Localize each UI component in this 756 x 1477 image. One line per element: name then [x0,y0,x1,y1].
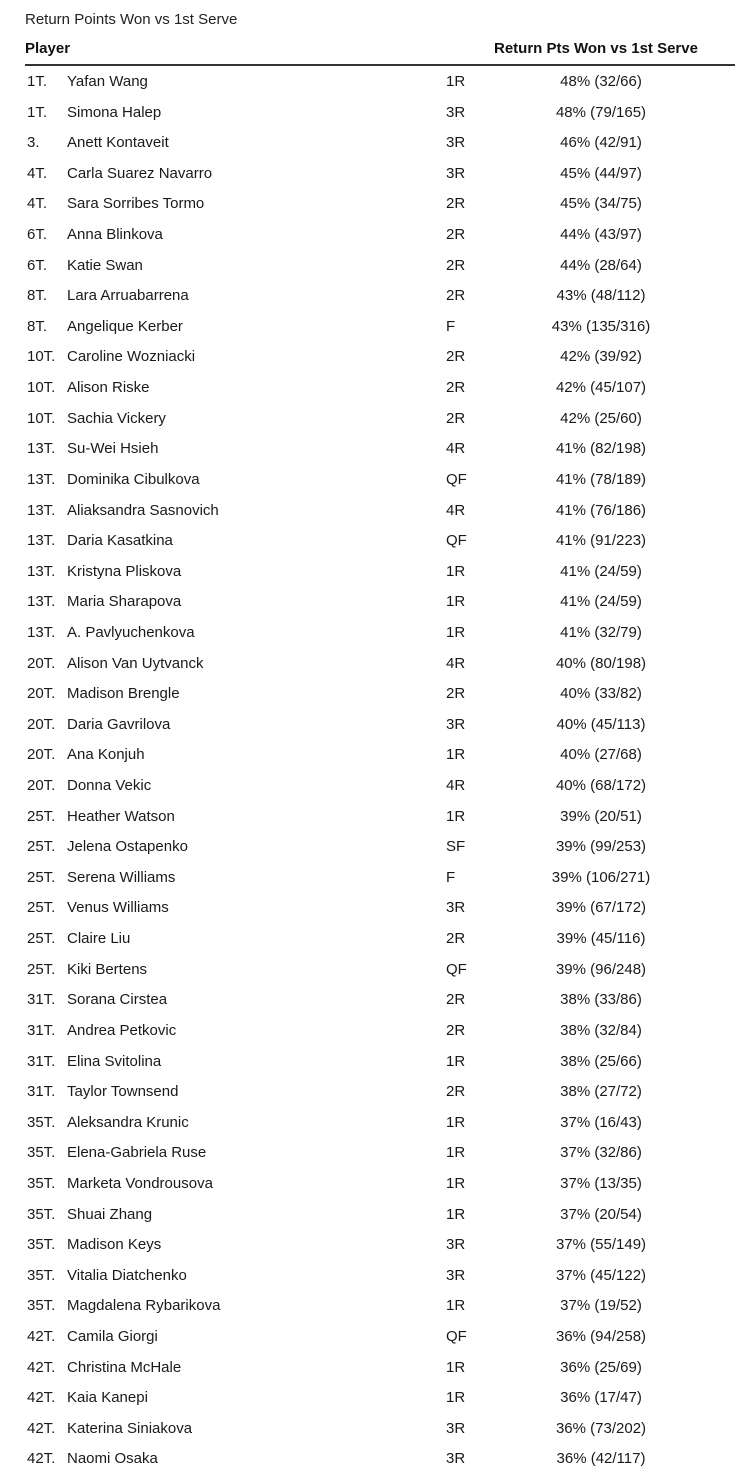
player-rank: 35T. [27,1205,56,1223]
return-pts-value: 39% (45/116) [556,930,646,948]
player-name: Angelique Kerber [67,317,183,335]
table-row [0,159,756,190]
column-header-player: Player [25,40,71,57]
table-row [0,985,756,1016]
player-rank: 10T. [27,409,56,427]
round-reached: 2R [446,256,466,274]
return-pts-value: 44% (28/64) [560,256,642,274]
table-row [0,832,756,863]
return-pts-value: 41% (24/59) [560,562,642,580]
player-rank: 35T. [27,1113,56,1131]
player-name: Maria Sharapova [67,593,182,611]
return-pts-value: 44% (43/97) [560,226,642,244]
round-reached: 2R [446,685,466,703]
table-row [0,404,756,435]
return-pts-value: 40% (68/172) [555,777,647,795]
return-pts-value: 46% (42/91) [560,134,642,152]
player-name: Jelena Ostapenko [67,838,188,856]
player-name: Sachia Vickery [67,409,166,427]
round-reached: 3R [446,1236,466,1254]
round-reached: 2R [446,379,466,397]
player-name: Andrea Petkovic [67,1021,177,1039]
player-name: Su-Wei Hsieh [67,440,159,458]
table-row [0,67,756,98]
round-reached: 2R [446,991,466,1009]
table-row [0,1353,756,1384]
return-pts-value: 37% (45/122) [555,1266,647,1284]
return-pts-value: 36% (42/117) [556,1450,646,1468]
player-rank: 1T. [27,103,48,121]
player-name: Daria Kasatkina [67,532,173,550]
column-header-return-pts: Return Pts Won vs 1st Serve [494,40,698,57]
player-rank: 6T. [27,226,48,244]
round-reached: 1R [446,73,466,90]
player-name: Ana Konjuh [67,746,145,764]
player-name: Anett Kontaveit [67,134,169,152]
player-name: Donna Vekic [67,777,152,795]
table-row [0,434,756,465]
return-pts-value: 36% (25/69) [560,1358,642,1376]
player-name: Marketa Vondrousova [67,1174,213,1192]
return-pts-value: 39% (20/51) [560,807,642,825]
return-pts-value: 41% (91/223) [555,532,647,550]
player-name: Christina McHale [67,1358,182,1376]
player-name: Heather Watson [67,807,175,825]
table-row [0,1169,756,1200]
round-reached: 3R [446,1266,466,1284]
table-row [0,496,756,527]
table-row [0,955,756,986]
return-pts-value: 43% (48/112) [556,287,646,305]
player-rank: 8T. [27,317,48,335]
player-name: Yafan Wang [67,73,148,90]
return-pts-value: 36% (17/47) [560,1389,642,1407]
player-rank: 20T. [27,746,56,764]
player-name: Katerina Siniakova [67,1419,193,1437]
player-rank: 20T. [27,654,56,672]
round-reached: QF [446,1327,467,1345]
player-rank: 31T. [27,991,56,1009]
player-rank: 35T. [27,1266,56,1284]
return-pts-value: 36% (73/202) [555,1419,647,1437]
round-reached: 2R [446,226,466,244]
player-rank: 25T. [27,838,56,856]
table-row [0,1016,756,1047]
return-pts-value: 37% (20/54) [560,1205,642,1223]
player-name: Serena Williams [67,868,176,886]
player-name: Sorana Cirstea [67,991,168,1009]
player-name: Magdalena Rybarikova [67,1297,221,1315]
return-pts-value: 38% (27/72) [560,1083,642,1101]
table-row [0,771,756,802]
player-rank: 42T. [27,1450,56,1468]
player-name: Naomi Osaka [67,1450,158,1468]
player-rank: 8T. [27,287,48,305]
table-row [0,1291,756,1322]
round-reached: F [446,317,456,335]
player-rank: 35T. [27,1297,56,1315]
player-name: Dominika Cibulkova [67,470,200,488]
player-name: Daria Gavrilova [67,715,171,733]
player-rank: 13T. [27,440,56,458]
player-name: Aleksandra Krunic [67,1113,189,1131]
round-reached: 2R [446,348,466,366]
player-rank: 31T. [27,1052,56,1070]
round-reached: 3R [446,134,466,152]
table-row [0,98,756,129]
return-pts-value: 48% (32/66) [560,73,642,90]
return-pts-value: 40% (80/198) [555,654,647,672]
return-pts-value: 37% (13/35) [560,1174,642,1192]
table-row [0,893,756,924]
table-row [0,1322,756,1353]
table-row [0,1261,756,1292]
table-row [0,465,756,496]
round-reached: QF [446,532,467,550]
table-row [0,1414,756,1445]
round-reached: 4R [446,501,466,519]
player-name: Alison Van Uytvanck [67,654,204,672]
player-rank: 13T. [27,562,56,580]
player-name: Carla Suarez Navarro [67,164,213,182]
return-pts-value: 38% (25/66) [560,1052,642,1070]
table-row [0,281,756,312]
round-reached: 4R [446,777,466,795]
round-reached: 3R [446,715,466,733]
table-row [0,557,756,588]
player-rank: 25T. [27,868,56,886]
round-reached: 1R [446,1389,466,1407]
player-name: Kaia Kanepi [67,1389,148,1407]
round-reached: 1R [446,807,466,825]
table-row [0,1047,756,1078]
return-pts-value: 42% (45/107) [555,379,647,397]
return-pts-value: 38% (32/84) [560,1021,642,1039]
player-rank: 20T. [27,685,56,703]
round-reached: 1R [446,593,466,611]
table-row [0,649,756,680]
player-name: Caroline Wozniacki [67,348,196,366]
player-name: Simona Halep [67,103,162,121]
round-reached: 2R [446,287,466,305]
player-name: Camila Giorgi [67,1327,158,1345]
table-row [0,863,756,894]
return-pts-value: 42% (25/60) [560,409,642,427]
round-reached: 3R [446,1450,466,1468]
player-name: Vitalia Diatchenko [67,1266,187,1284]
table-row [0,740,756,771]
round-reached: QF [446,960,467,978]
player-rank: 20T. [27,777,56,795]
round-reached: 1R [446,1297,466,1315]
table-row [0,1200,756,1231]
player-rank: 35T. [27,1236,56,1254]
return-pts-value: 39% (96/248) [555,960,647,978]
player-rank: 20T. [27,715,56,733]
return-pts-value: 39% (67/172) [555,899,647,917]
return-pts-value: 45% (44/97) [560,164,642,182]
round-reached: 1R [446,1144,466,1162]
table-row [0,373,756,404]
table-row [0,128,756,159]
round-reached: QF [446,470,467,488]
table-row [0,1230,756,1261]
player-rank: 13T. [27,593,56,611]
player-rank: 1T. [27,73,48,90]
player-rank: 13T. [27,532,56,550]
player-name: Sara Sorribes Tormo [67,195,205,213]
round-reached: 4R [446,440,466,458]
return-pts-value: 41% (32/79) [560,623,642,641]
round-reached: 1R [446,1358,466,1376]
table-row [0,1383,756,1414]
table-row [0,710,756,741]
table-row [0,251,756,282]
return-pts-value: 40% (33/82) [560,685,642,703]
player-rank: 25T. [27,807,56,825]
return-pts-value: 37% (16/43) [560,1113,642,1131]
player-name: Anna Blinkova [67,226,163,244]
player-name: Venus Williams [67,899,169,917]
stats-table [0,67,756,1475]
table-row [0,220,756,251]
round-reached: F [446,868,456,886]
table-row [0,1108,756,1139]
round-reached: 1R [446,746,466,764]
round-reached: 1R [446,562,466,580]
round-reached: 2R [446,1021,466,1039]
player-rank: 10T. [27,379,56,397]
round-reached: 2R [446,930,466,948]
player-name: Kristyna Pliskova [67,562,182,580]
return-pts-value: 39% (106/271) [551,868,651,886]
player-name: Madison Brengle [67,685,180,703]
player-name: Elina Svitolina [67,1052,162,1070]
round-reached: 3R [446,899,466,917]
round-reached: 4R [446,654,466,672]
table-row [0,1138,756,1169]
table-row [0,312,756,343]
player-rank: 31T. [27,1083,56,1101]
player-name: Claire Liu [67,930,131,948]
player-name: Lara Arruabarrena [67,287,189,305]
return-pts-value: 38% (33/86) [560,991,642,1009]
table-row [0,618,756,649]
return-pts-value: 42% (39/92) [560,348,642,366]
player-rank: 42T. [27,1389,56,1407]
table-row [0,924,756,955]
return-pts-value: 37% (32/86) [560,1144,642,1162]
player-rank: 25T. [27,960,56,978]
round-reached: 3R [446,164,466,182]
player-rank: 13T. [27,470,56,488]
player-name: A. Pavlyuchenkova [67,623,195,641]
player-name: Aliaksandra Sasnovich [67,501,219,519]
return-pts-value: 36% (94/258) [555,1327,647,1345]
player-rank: 42T. [27,1327,56,1345]
table-row [0,189,756,220]
player-rank: 31T. [27,1021,56,1039]
round-reached: 3R [446,1419,466,1437]
player-rank: 4T. [27,195,48,213]
return-pts-value: 41% (78/189) [555,470,647,488]
return-pts-value: 40% (45/113) [556,715,646,733]
player-rank: 25T. [27,930,56,948]
player-name: Kiki Bertens [67,960,148,978]
player-name: Madison Keys [67,1236,162,1254]
table-row [0,342,756,373]
table-row [0,1077,756,1108]
round-reached: 1R [446,1174,466,1192]
table-row [0,587,756,618]
header-divider [25,64,735,66]
table-row [0,1444,756,1475]
return-pts-value: 43% (135/316) [551,317,651,335]
player-rank: 25T. [27,899,56,917]
round-reached: 1R [446,1113,466,1131]
round-reached: 1R [446,1205,466,1223]
player-name: Elena-Gabriela Ruse [67,1144,207,1162]
return-pts-value: 41% (24/59) [560,593,642,611]
round-reached: 1R [446,1052,466,1070]
player-rank: 42T. [27,1419,56,1437]
return-pts-value: 37% (19/52) [560,1297,642,1315]
table-row [0,679,756,710]
return-pts-value: 48% (79/165) [555,103,647,121]
player-name: Alison Riske [67,379,150,397]
round-reached: SF [446,838,466,856]
return-pts-value: 40% (27/68) [560,746,642,764]
player-rank: 35T. [27,1174,56,1192]
player-rank: 35T. [27,1144,56,1162]
return-pts-value: 45% (34/75) [560,195,642,213]
player-name: Shuai Zhang [67,1205,153,1223]
return-pts-value: 39% (99/253) [555,838,647,856]
player-rank: 42T. [27,1358,56,1376]
player-name: Taylor Townsend [67,1083,179,1101]
player-name: Katie Swan [67,256,143,274]
player-rank: 6T. [27,256,48,274]
round-reached: 2R [446,1083,466,1101]
player-rank: 4T. [27,164,48,182]
player-rank: 13T. [27,501,56,519]
page-title: Return Points Won vs 1st Serve [25,11,238,28]
player-rank: 3. [27,134,40,152]
return-pts-value: 41% (82/198) [555,440,647,458]
return-pts-value: 37% (55/149) [555,1236,647,1254]
round-reached: 2R [446,195,466,213]
round-reached: 2R [446,409,466,427]
return-pts-value: 41% (76/186) [555,501,647,519]
player-rank: 13T. [27,623,56,641]
round-reached: 3R [446,103,466,121]
table-row [0,526,756,557]
round-reached: 1R [446,623,466,641]
player-rank: 10T. [27,348,56,366]
table-row [0,802,756,833]
